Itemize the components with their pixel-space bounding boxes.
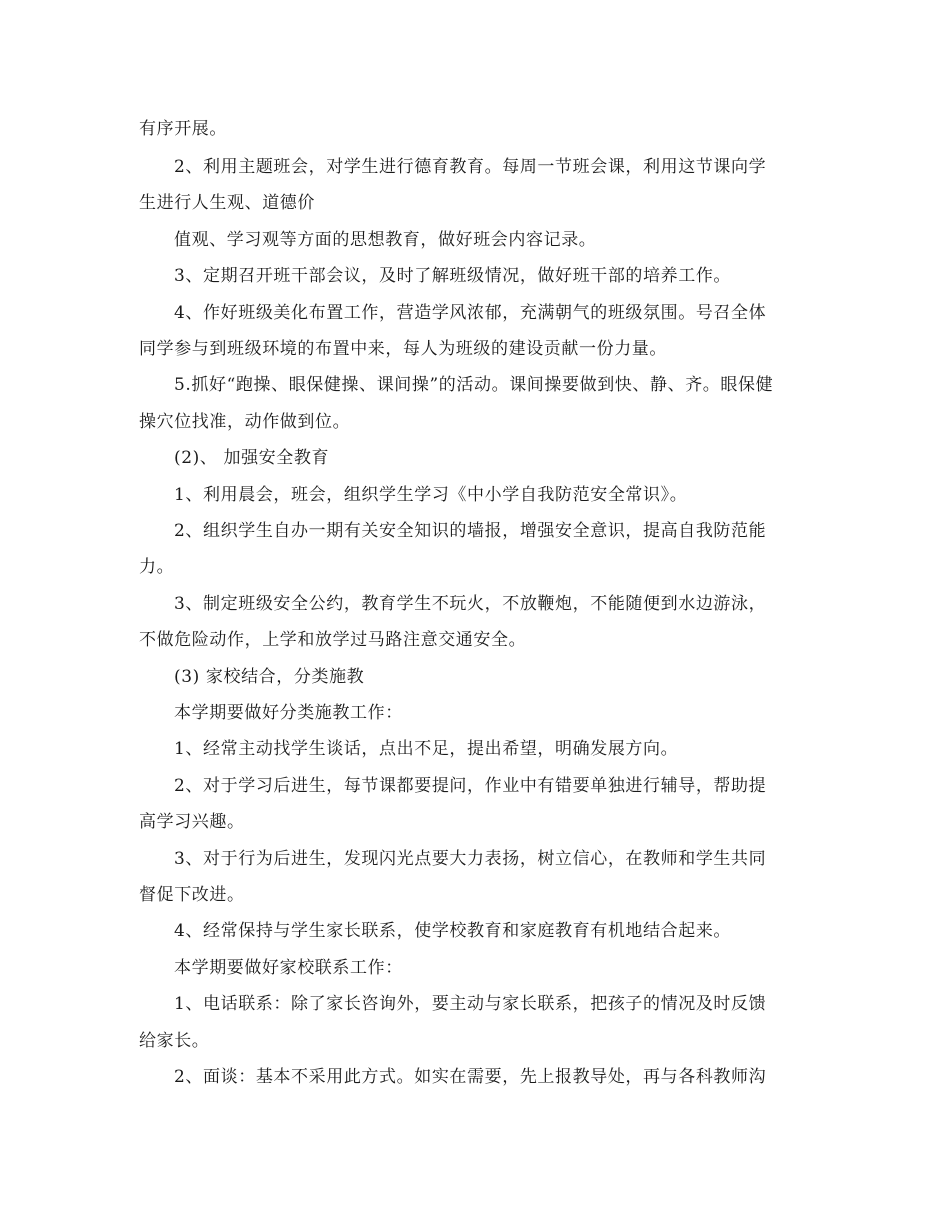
text-line: 值观、学习观等方面的思想教育，做好班会内容记录。 (174, 230, 597, 250)
text-line: 2、面谈：基本不采用此方式。如实在需要，先上报教导处，再与各科教师沟 (174, 1067, 767, 1087)
text-line: 1、经常主动找学生谈话，点出不足，提出希望，明确发展方向。 (174, 739, 679, 759)
text-line: 3、定期召开班干部会议，及时了解班级情况，做好班干部的培养工作。 (174, 266, 732, 286)
text-line: 2、利用主题班会，对学生进行德育教育。每周一节班会课，利用这节课向学 (174, 157, 767, 177)
text-line: 有序开展。 (139, 119, 227, 139)
text-line: 4、作好班级美化布置工作，营造学风浓郁，充满朝气的班级氛围。号召全体 (174, 303, 767, 323)
text-line: 2、对于学习后进生，每节课都要提问，作业中有错要单独进行辅导，帮助提 (174, 776, 767, 796)
text-line: 5.抓好“跑操、眼保健操、课间操”的活动。课间操要做到快、静、齐。眼保健 (174, 375, 774, 395)
section-heading: (3) 家校结合，分类施教 (174, 667, 365, 687)
text-line: 1、电话联系：除了家长咨询外，要主动与家长联系，把孩子的情况及时反馈 (174, 994, 767, 1014)
text-line: 1、利用晨会，班会，组织学生学习《中小学自我防范安全常识》。 (174, 485, 688, 505)
text-line: 操穴位找准，动作做到位。 (139, 412, 351, 432)
text-line: 3、对于行为后进生，发现闪光点要大力表扬，树立信心，在教师和学生共同 (174, 849, 767, 869)
section-heading: (2)、 加强安全教育 (174, 448, 330, 468)
text-line: 3、制定班级安全公约，教育学生不玩火，不放鞭炮，不能随便到水边游泳， (174, 594, 767, 614)
text-line: 给家长。 (139, 1031, 210, 1051)
text-line: 本学期要做好分类施教工作： (174, 703, 403, 723)
text-line: 2、组织学生自办一期有关安全知识的墙报，增强安全意识，提高自我防范能 (174, 521, 767, 541)
text-line: 4、经常保持与学生家长联系，使学校教育和家庭教育有机地结合起来。 (174, 921, 732, 941)
text-line: 不做危险动作，上学和放学过马路注意交通安全。 (139, 630, 527, 650)
text-line: 生进行人生观、道德价 (139, 193, 315, 213)
text-line: 督促下改进。 (139, 885, 245, 905)
text-line: 力。 (139, 557, 175, 577)
text-line: 同学参与到班级环境的布置中来，每人为班级的建设贡献一份力量。 (139, 339, 667, 359)
text-line: 高学习兴趣。 (139, 812, 245, 832)
text-line: 本学期要做好家校联系工作： (174, 958, 403, 978)
